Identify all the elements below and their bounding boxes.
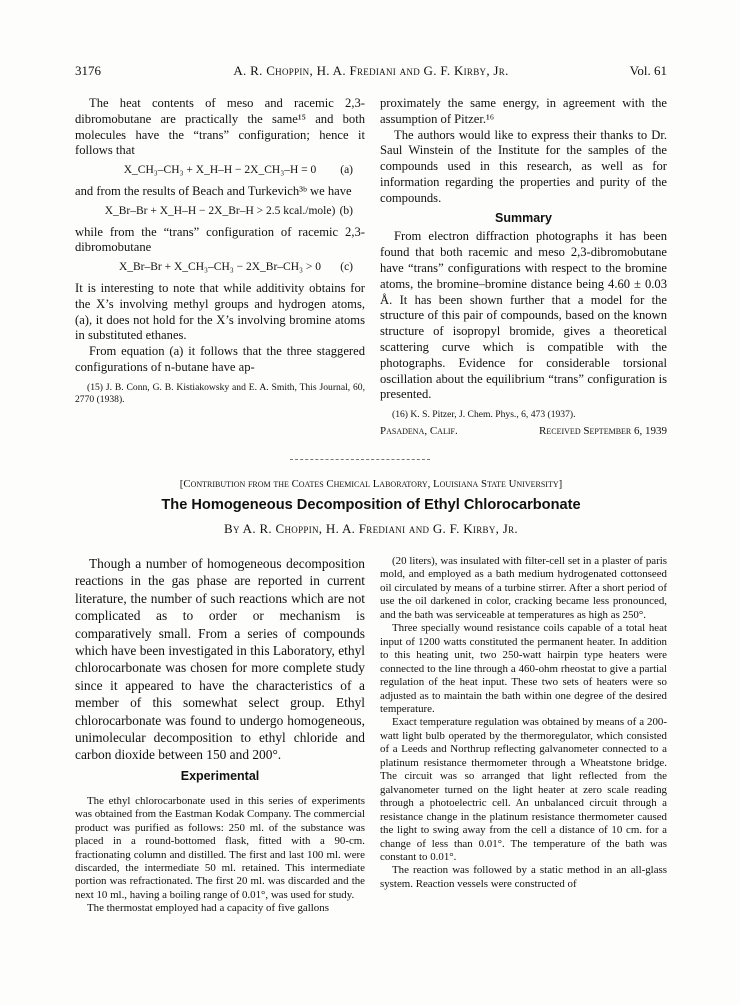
paragraph: The reaction was followed by a static method in an all-glass system. Reaction vessels were constructed of (380, 864, 667, 890)
article-divider (290, 459, 430, 460)
paragraph: From equation (a) it follows that the three staggered configurations of n-butane have ap- (75, 344, 365, 374)
paragraph: (20 liters), was insulated with filter-cell set in a plaster of paris mold, and employed as a bath medium hydrogenated cottonseed oil circulated by means of a turbine stirrer. After a short period of use the oil darkened in color, cracking became less pronounced, and the bath was serviceable at temperatures as high as 250°. (380, 555, 667, 621)
experimental-heading: Experimental (180, 769, 260, 783)
equation-text: X_Br–Br + X_H–H − 2X_Br–H > 2.5 kcal./mole) (104, 204, 336, 217)
paragraph: The thermostat employed had a capacity of five gallons (87, 902, 329, 915)
equation-b (75, 204, 365, 220)
equation-c (75, 260, 365, 276)
paragraph: and from the results of Beach and Turkevich³ᵇ we have (75, 183, 352, 198)
paragraph: It is interesting to note that while additivity obtains for the X’s involving methyl groups and hydrogen atoms, (a), it does not hold for the X’s involving bromine atoms in substituted ethanes. (75, 280, 365, 343)
paragraph: Three specially wound resistance coils capable of a total heat input of 1200 watts constituted the permanent heater. In addition to this heating unit, two 250-watt hairpin type heaters were connected to the line through a 460-ohm rheostat to give a partial regulation of the heat input. These two sets of heaters were so adjusted as to maintain the bath within one degree of the desired temperature. (380, 622, 667, 715)
volume-label: Vol. 61 (629, 63, 667, 78)
page-number: 3176 (75, 63, 101, 78)
equation-tag: (a) (340, 164, 353, 177)
equation-text: X_CH₃–CH₃ + X_H–H − 2X_CH₃–H = 0 (123, 164, 317, 177)
running-header (75, 63, 667, 81)
previous-article-left-column (75, 96, 365, 406)
previous-article-right-column (380, 96, 667, 440)
signature-line (380, 424, 667, 440)
paragraph: proximately the same energy, in agreement with the assumption of Pitzer.¹⁶ (380, 96, 667, 126)
equation-tag: (b) (339, 204, 353, 217)
received-date: Received September 6, 1939 (539, 425, 667, 438)
article-title: The Homogeneous Decomposition of Ethyl Chlorocarbonate (161, 497, 581, 513)
paragraph: The ethyl chlorocarbonate used in this series of experiments was obtained from the Eastman Kodak Company. The commercial product was purified as follows: 250 ml. of the substance was placed in a round-bottomed flask, fitted with a 90-cm. fractionating column and distilled. The first and last 100 ml. were discarded, the intermediate 50 ml. retained. This intermediate portion was refractionated. The first 20 ml. was discarded and the next 10 ml., having a boiling range of 0.01°, was used for study. (75, 795, 365, 901)
experimental-right-column (380, 555, 667, 891)
article-byline: By A. R. Choppin, H. A. Frediani and G. F. Kirby, Jr. (224, 521, 518, 536)
equation-tag: (c) (340, 261, 353, 274)
contribution-line: [Contribution from the Coates Chemical Laboratory, Louisiana State University] (179, 478, 563, 490)
intro-column (75, 555, 365, 764)
paragraph: Exact temperature regulation was obtained by means of a 200-watt light bulb operated by the thermoregulator, which consisted of a Leeds and Northrup reflecting galvanometer connected to a platinum resistance thermometer through a Wheatstone bridge. The circuit was so arranged that light reflected from the galvanometer turned on the light heater at zero scale reading through a photoelectric cell. An unbalanced circuit through a resistance change in the platinum resistance thermometer caused the light to swing away from the cell a distance of 10 cm. for a change of less than 0.01°. The temperature of the bath was constant to 0.01°. (380, 716, 667, 863)
experimental-left-column (75, 795, 365, 916)
footnote-15: (15) J. B. Conn, G. B. Kistiakowsky and E. A. Smith, This Journal, 60, 2770 (1938). (75, 381, 365, 405)
paragraph: The authors would like to express their thanks to Dr. Saul Winstein of the Institute for the samples of the compounds used in this research, as well as for information regarding the properties and purity of the compounds. (380, 127, 667, 205)
summary-paragraph: From electron diffraction photographs it has been found that both racemic and meso 2,3-dibromobutane have “trans” configurations with respect to the bromine atoms, the bromine–bromine distance being 4.60 ± 0.03 Å. It has been shown further that a model for the structure of this pair of compounds, based on the known structure of isopropyl bromide, gives a theoretical scattering curve which is compatible with the photographs. Evidence for considerable torsional oscillation about the equilibrium “trans” configuration is presented. (380, 229, 667, 402)
footnote-16: (16) K. S. Pitzer, J. Chem. Phys., 6, 473 (1937). (392, 409, 576, 421)
paragraph: The heat contents of meso and racemic 2,3-dibromobutane are practically the same¹⁵ and both molecules have the “trans” configuration; hence it follows that (75, 96, 365, 158)
summary-heading: Summary (495, 210, 552, 225)
intro-paragraph: Though a number of homogeneous decomposition reactions in the gas phase are reported in current literature, the number of such reactions which are not complicated as to order or mechanism is comparatively small. From a series of compounds which have been investigated in this Laboratory, ethyl chlorocarbonate was chosen for more complete study since it appeared to have the characteristics of a member of this somewhat select group. Ethyl chlorocarbonate was found to undergo homogeneous, unimolecular decomposition to ethyl chloride and carbon dioxide between 150 and 200°. (75, 556, 365, 763)
equation-text: X_Br–Br + X_CH₃–CH₃ − 2X_Br–CH₃ > 0 (118, 261, 322, 274)
paragraph: while from the “trans” configuration of racemic 2,3-dibromobutane (75, 224, 365, 255)
place: Pasadena, Calif. (380, 425, 458, 438)
equation-a (75, 163, 365, 179)
running-authors: A. R. Choppin, H. A. Frediani and G. F. Kirby, Jr. (233, 63, 509, 78)
